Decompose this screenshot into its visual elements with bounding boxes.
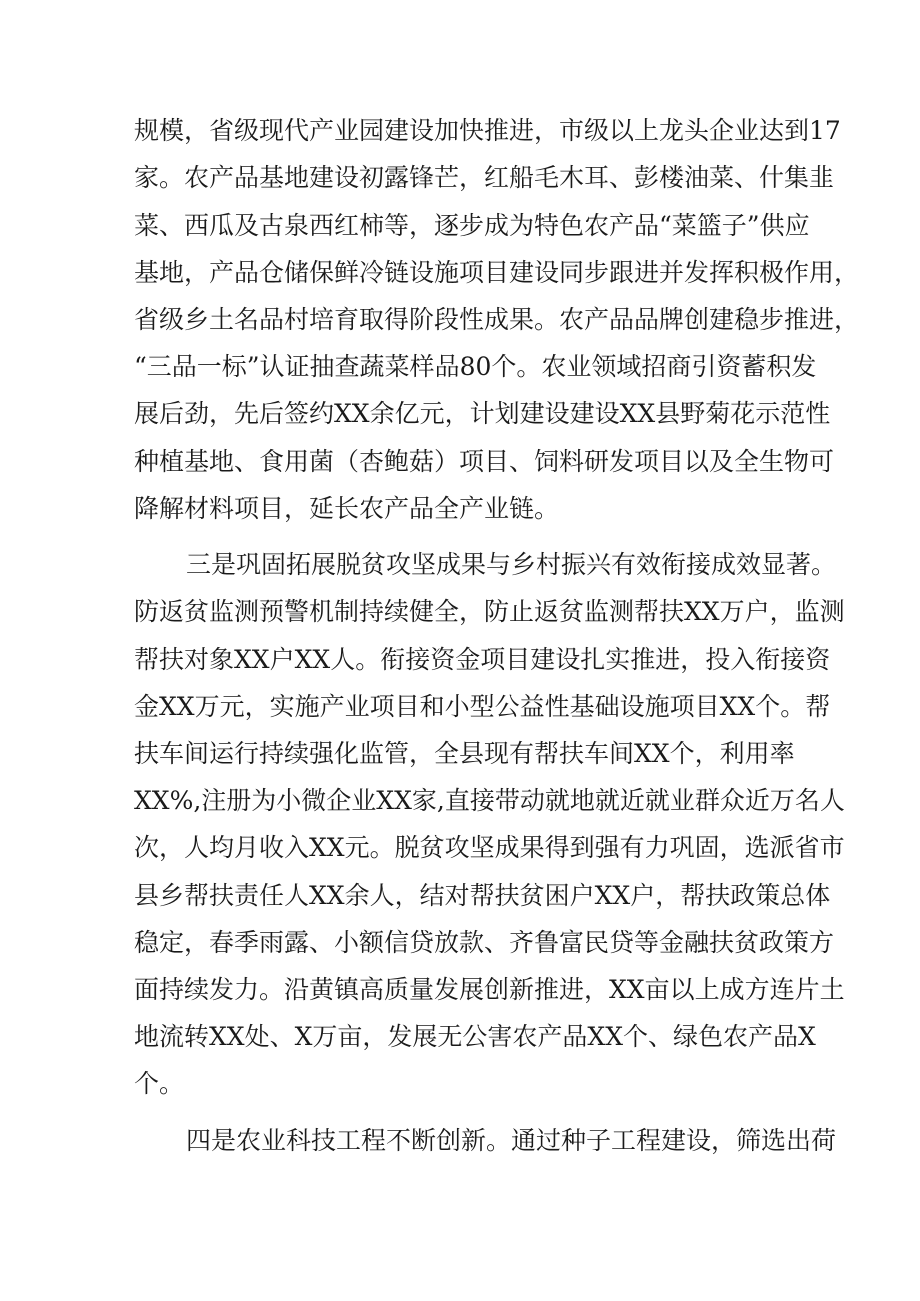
text-line: 帮扶对象XX户XX人。衔接资金项目建设扎实推进，投入衔接资: [134, 645, 831, 674]
text-line: 地流转XX处、X万亩，发展无公害农产品XX个、绿色农产品X: [134, 1022, 816, 1051]
text-line: 县乡帮扶责任人XX余人，结对帮扶贫困户XX户，帮扶政策总体: [134, 881, 831, 910]
text-line: 省级乡土名品村培育取得阶段性成果。农产品品牌创建稳步推进，: [134, 305, 860, 334]
text-line: 扶车间运行持续强化监管，全县现有帮扶车间XX个，利用率: [134, 739, 795, 768]
text-line: “三品一标”认证抽查蔬菜样品80个。农业领域招商引资蓄积发: [134, 352, 817, 381]
text-line: 防返贫监测预警机制持续健全，防止返贫监测帮扶XX万户，监测: [134, 597, 845, 626]
text-line: 展后劲，先后签约XX余亿元，计划建设建设XX县野菊花示范性: [134, 399, 831, 428]
text-line: XX%,注册为小微企业XX家,直接带动就地就近就业群众近万名人: [134, 786, 845, 815]
paragraph-heading-line: 三是巩固拓展脱贫攻坚成果与乡村振兴有效衔接成效显著。: [186, 550, 837, 579]
text-line: 次，人均月收入XX元。脱贫攻坚成果得到强有力巩固，选派省市: [134, 833, 845, 862]
text-line: 基地，产品仓储保鲜冷链设施项目建设同步跟进并发挥积极作用，: [134, 258, 860, 287]
text-line: 个。: [134, 1069, 185, 1098]
text-line: 降解材料项目，延长农产品全产业链。: [134, 494, 560, 523]
paragraph-heading-line: 四是农业科技工程不断创新。通过种子工程建设，筛选出荷: [186, 1126, 837, 1155]
text-line: 金XX万元，实施产业项目和小型公益性基础设施项目XX个。帮: [134, 692, 831, 721]
text-line: 菜、西瓜及古泉西红柿等，逐步成为特色农产品“菜篮子”供应: [134, 211, 810, 240]
text-line: 面持续发力。沿黄镇高质量发展创新推进，XX亩以上成方连片土: [134, 975, 845, 1004]
text-line: 种植基地、食用菌（杏鲍菇）项目、饲料研发项目以及全生物可: [134, 447, 835, 476]
text-line: 家。农产品基地建设初露锋芒，红船毛木耳、彭楼油菜、什集韭: [134, 163, 835, 192]
text-line: 规模，省级现代产业园建设加快推进，市级以上龙头企业达到17: [134, 116, 841, 145]
text-line: 稳定，春季雨露、小额信贷放款、齐鲁富民贷等金融扶贫政策方: [134, 928, 835, 957]
